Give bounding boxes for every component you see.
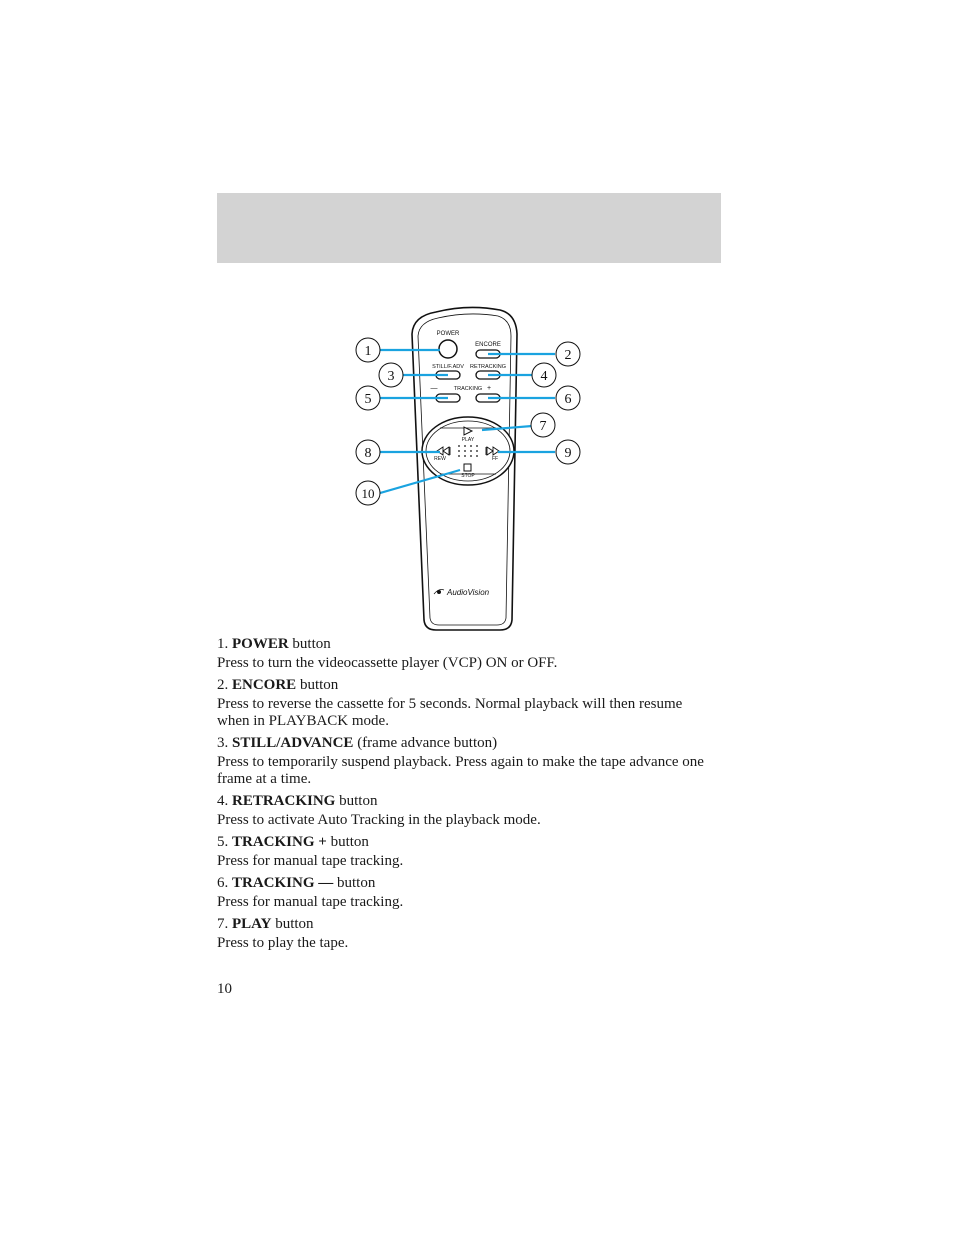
brand-name: AudioVision	[447, 588, 490, 597]
callout-3-number: 3	[387, 369, 395, 384]
tracking-minus-label: —	[430, 385, 438, 392]
item-retracking: 4. RETRACKING button Press to activate Auto Tracking in the playback mode.	[217, 793, 717, 829]
callout-4-number: 4	[540, 369, 548, 384]
retracking-label: RETRACKING	[469, 364, 507, 370]
item-name: TRACKING —	[232, 875, 334, 891]
item-still-advance: 3. STILL/ADVANCE (frame advance button) Press to temporarily suspend playback. Press again to make the tape advance one frame at a time.	[217, 735, 717, 788]
ff-label: FF	[491, 456, 499, 462]
button-descriptions	[217, 636, 717, 957]
item-description: Press to turn the videocassette player (VCP) ON or OFF.	[217, 655, 558, 671]
rew-label: REW	[434, 456, 446, 462]
remote-control-figure	[340, 300, 600, 640]
item-name: TRACKING +	[232, 834, 327, 850]
tracking-plus-label: +	[486, 385, 492, 392]
callout-8-number: 8	[364, 446, 372, 461]
play-label: PLAY	[461, 437, 475, 443]
item-description: Press for manual tape tracking.	[217, 894, 404, 910]
item-description: Press to reverse the cassette for 5 seconds. Normal playback will then resume when in PLAYBACK mode.	[217, 696, 683, 729]
header-band	[217, 193, 721, 263]
page-number: 10	[217, 981, 232, 997]
item-play: 7. PLAY button Press to play the tape.	[217, 916, 717, 952]
item-name: STILL/ADVANCE	[232, 735, 354, 751]
callout-10-number: 10	[361, 486, 375, 501]
tracking-label: TRACKING	[453, 386, 483, 392]
encore-label: ENCORE	[475, 342, 501, 348]
callout-5-number: 5	[364, 392, 372, 407]
callout-7-number: 7	[539, 419, 547, 434]
callout-1-number: 1	[364, 344, 372, 359]
item-description: Press to activate Auto Tracking in the playback mode.	[217, 812, 541, 828]
item-name: ENCORE	[232, 677, 297, 693]
item-description: Press to play the tape.	[217, 935, 349, 951]
stop-label: STOP	[461, 473, 475, 479]
item-tracking-plus: 5. TRACKING + button Press for manual tape tracking.	[217, 834, 717, 870]
power-label: POWER	[436, 331, 460, 337]
item-name: PLAY	[232, 916, 272, 932]
item-power: 1. POWER button Press to turn the videocassette player (VCP) ON or OFF.	[217, 636, 717, 672]
callout-9-number: 9	[564, 446, 572, 461]
item-description: Press to temporarily suspend playback. Press again to make the tape advance one frame at a time.	[217, 754, 704, 787]
power-button[interactable]	[439, 340, 457, 358]
stop-icon[interactable]	[464, 464, 471, 471]
item-name: RETRACKING	[232, 793, 336, 809]
item-description: Press for manual tape tracking.	[217, 853, 404, 869]
item-tracking-minus: 6. TRACKING — button Press for manual tape tracking.	[217, 875, 717, 911]
item-name: POWER	[232, 636, 289, 652]
callout-6-number: 6	[564, 392, 572, 407]
item-encore: 2. ENCORE button Press to reverse the cassette for 5 seconds. Normal playback will then resume when in PLAYBACK mode.	[217, 677, 717, 730]
callout-2-number: 2	[564, 348, 572, 363]
still-adv-label: STILL/F.ADV	[432, 364, 464, 370]
